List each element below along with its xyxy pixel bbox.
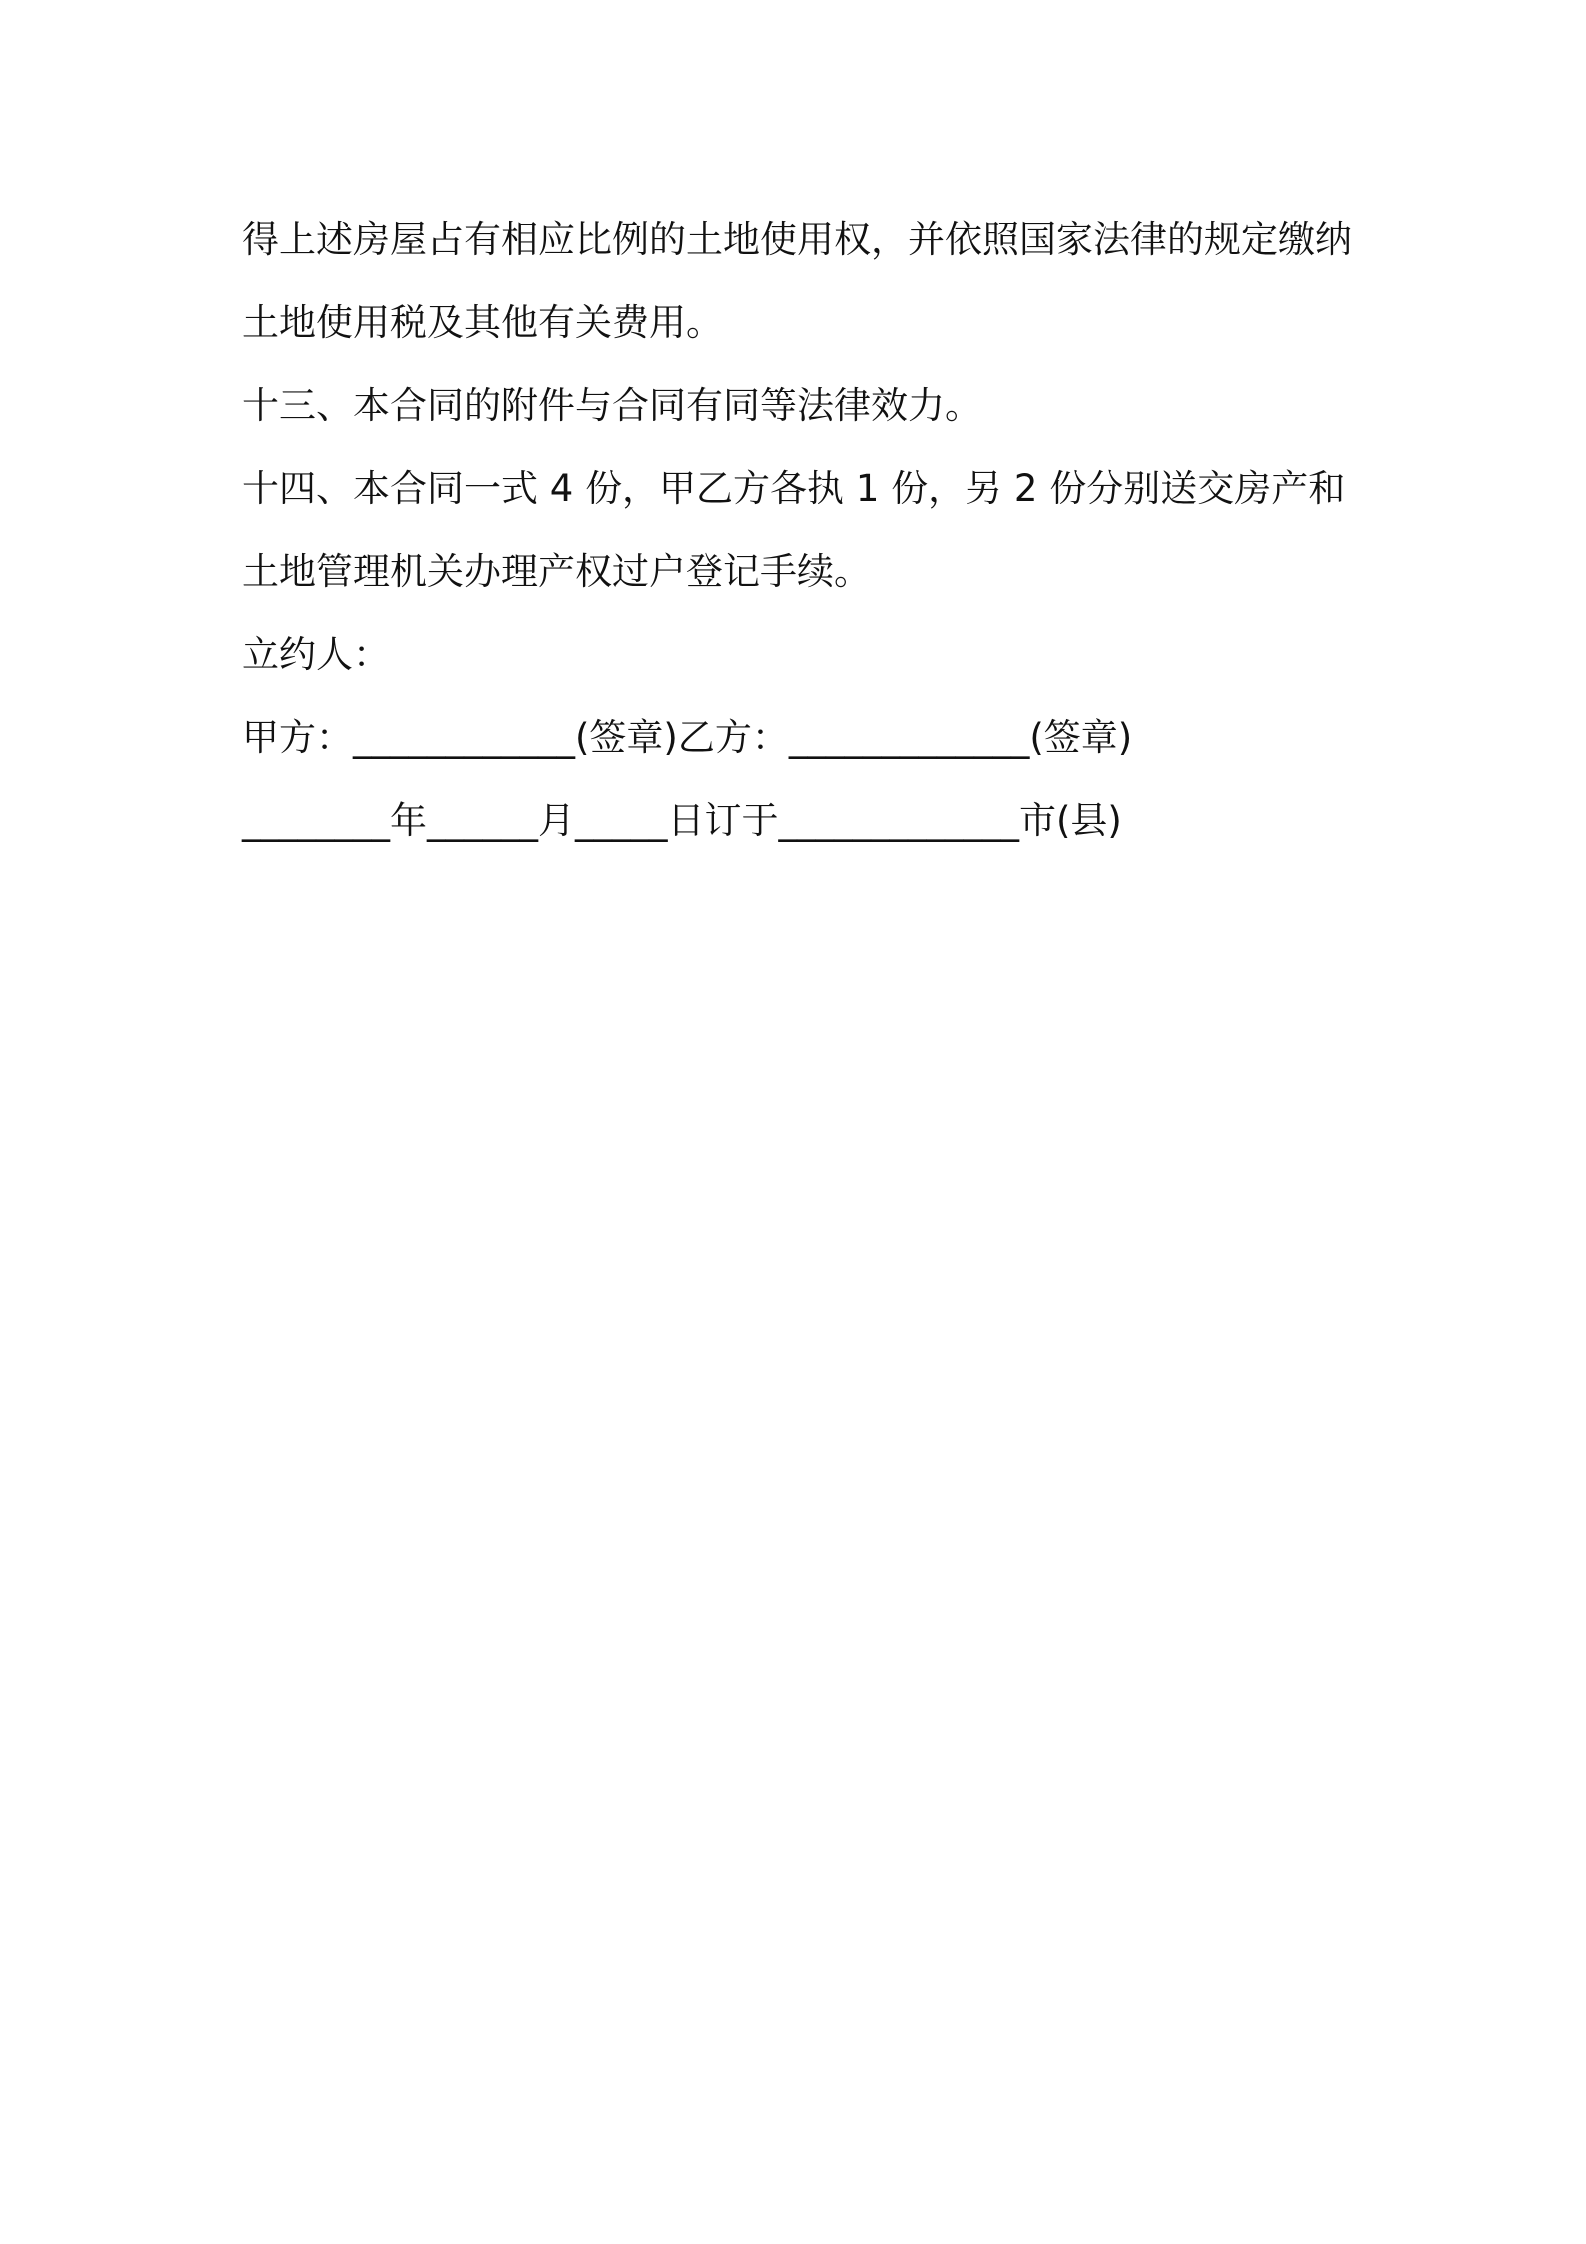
signatories-heading: 立约人：	[242, 633, 390, 676]
party-signature-line: 甲方：____________(签章)乙方：_____________(签章)	[242, 716, 1133, 759]
clause-14: 十四、本合同一式 4 份，甲乙方各执 1 份，另 2 份分别送交房产和	[242, 467, 1346, 510]
paragraph-line-land-tax: 土地使用税及其他有关费用。	[242, 301, 723, 344]
date-place-line: ________年______月_____日订于_____________市(县)	[242, 799, 1122, 842]
clause-14-continued: 土地管理机关办理产权过户登记手续。	[242, 550, 871, 593]
document-body	[242, 198, 1362, 862]
clause-13: 十三、本合同的附件与合同有同等法律效力。	[242, 384, 982, 427]
paragraph-line-land-use: 得上述房屋占有相应比例的土地使用权，并依照国家法律的规定缴纳	[242, 218, 1352, 261]
